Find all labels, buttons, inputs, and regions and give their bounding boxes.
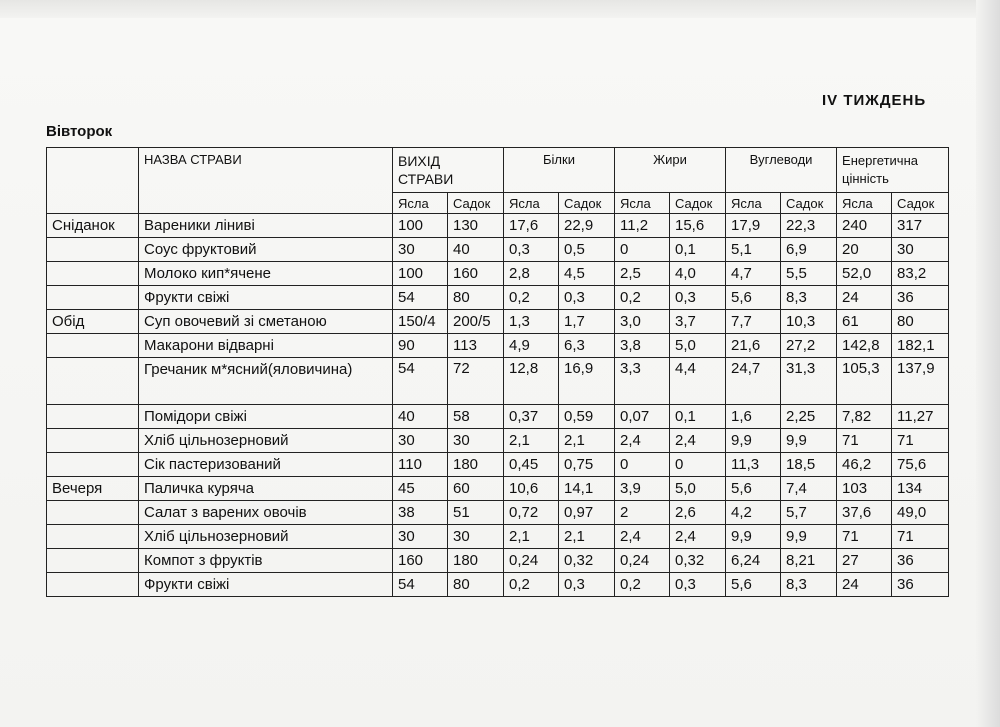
proteins-nursery-cell: 2,1 xyxy=(504,429,559,453)
fats-nursery-cell: 11,2 xyxy=(615,214,670,238)
fats-kindergarten-cell: 3,7 xyxy=(670,310,726,334)
output-kindergarten-cell: 80 xyxy=(448,286,504,310)
fats-kindergarten-cell: 4,0 xyxy=(670,262,726,286)
table-row xyxy=(47,310,949,334)
energy-kindergarten-cell: 71 xyxy=(892,525,949,549)
carbs-nursery-cell: 17,9 xyxy=(726,214,781,238)
output-nursery-cell: 30 xyxy=(393,525,448,549)
output-kindergarten-cell: 30 xyxy=(448,525,504,549)
proteins-kindergarten-cell: 4,5 xyxy=(559,262,615,286)
table-row xyxy=(47,453,949,477)
output-kindergarten-cell: 80 xyxy=(448,573,504,597)
output-nursery-cell: 100 xyxy=(393,214,448,238)
energy-kindergarten-cell: 30 xyxy=(892,238,949,262)
proteins-nursery-cell: 0,2 xyxy=(504,286,559,310)
fats-nursery-cell: 0 xyxy=(615,238,670,262)
output-kindergarten-cell: 60 xyxy=(448,477,504,501)
header-carbs: Вуглеводи xyxy=(726,148,837,193)
header-dish-name: НАЗВА СТРАВИ xyxy=(139,148,393,214)
carbs-kindergarten-cell: 31,3 xyxy=(781,358,837,405)
subheader-nursery: Ясла xyxy=(504,193,559,214)
header-output: ВИХІД СТРАВИ xyxy=(393,148,504,193)
output-nursery-cell: 38 xyxy=(393,501,448,525)
fats-kindergarten-cell: 0,1 xyxy=(670,405,726,429)
carbs-kindergarten-cell: 2,25 xyxy=(781,405,837,429)
fats-nursery-cell: 2,4 xyxy=(615,429,670,453)
proteins-kindergarten-cell: 0,3 xyxy=(559,573,615,597)
subheader-kindergarten: Садок xyxy=(670,193,726,214)
proteins-kindergarten-cell: 0,5 xyxy=(559,238,615,262)
table-row xyxy=(47,429,949,453)
proteins-kindergarten-cell: 2,1 xyxy=(559,525,615,549)
fats-nursery-cell: 0,24 xyxy=(615,549,670,573)
table-row xyxy=(47,549,949,573)
energy-nursery-cell: 7,82 xyxy=(837,405,892,429)
proteins-nursery-cell: 0,72 xyxy=(504,501,559,525)
fats-nursery-cell: 0,2 xyxy=(615,286,670,310)
dish-cell: Молоко кип*ячене xyxy=(139,262,393,286)
output-nursery-cell: 30 xyxy=(393,429,448,453)
proteins-kindergarten-cell: 14,1 xyxy=(559,477,615,501)
energy-kindergarten-cell: 36 xyxy=(892,286,949,310)
dish-cell: Макарони відварні xyxy=(139,334,393,358)
output-kindergarten-cell: 72 xyxy=(448,358,504,405)
output-kindergarten-cell: 180 xyxy=(448,549,504,573)
fats-kindergarten-cell: 2,4 xyxy=(670,429,726,453)
table-row xyxy=(47,286,949,310)
carbs-nursery-cell: 6,24 xyxy=(726,549,781,573)
output-nursery-cell: 54 xyxy=(393,573,448,597)
output-kindergarten-cell: 113 xyxy=(448,334,504,358)
meal-cell xyxy=(47,262,139,286)
output-nursery-cell: 160 xyxy=(393,549,448,573)
energy-nursery-cell: 71 xyxy=(837,429,892,453)
day-title: Вівторок xyxy=(46,123,113,140)
carbs-kindergarten-cell: 22,3 xyxy=(781,214,837,238)
fats-nursery-cell: 0,2 xyxy=(615,573,670,597)
fats-nursery-cell: 3,8 xyxy=(615,334,670,358)
fats-kindergarten-cell: 0,32 xyxy=(670,549,726,573)
fats-kindergarten-cell: 2,4 xyxy=(670,525,726,549)
table-row xyxy=(47,477,949,501)
header-meal xyxy=(47,148,139,214)
header-proteins: Білки xyxy=(504,148,615,193)
energy-kindergarten-cell: 80 xyxy=(892,310,949,334)
output-kindergarten-cell: 40 xyxy=(448,238,504,262)
meal-cell xyxy=(47,453,139,477)
table-row xyxy=(47,214,949,238)
meal-cell xyxy=(47,358,139,405)
proteins-nursery-cell: 2,1 xyxy=(504,525,559,549)
output-kindergarten-cell: 30 xyxy=(448,429,504,453)
table-row xyxy=(47,334,949,358)
meal-cell xyxy=(47,549,139,573)
fats-kindergarten-cell: 5,0 xyxy=(670,334,726,358)
proteins-kindergarten-cell: 16,9 xyxy=(559,358,615,405)
carbs-nursery-cell: 9,9 xyxy=(726,525,781,549)
output-kindergarten-cell: 51 xyxy=(448,501,504,525)
meal-cell xyxy=(47,405,139,429)
dish-cell: Компот з фруктів xyxy=(139,549,393,573)
fats-nursery-cell: 2,5 xyxy=(615,262,670,286)
energy-nursery-cell: 71 xyxy=(837,525,892,549)
proteins-nursery-cell: 1,3 xyxy=(504,310,559,334)
energy-nursery-cell: 240 xyxy=(837,214,892,238)
meal-cell xyxy=(47,429,139,453)
energy-kindergarten-cell: 36 xyxy=(892,549,949,573)
carbs-kindergarten-cell: 8,3 xyxy=(781,286,837,310)
proteins-nursery-cell: 0,2 xyxy=(504,573,559,597)
energy-kindergarten-cell: 36 xyxy=(892,573,949,597)
proteins-kindergarten-cell: 2,1 xyxy=(559,429,615,453)
carbs-nursery-cell: 24,7 xyxy=(726,358,781,405)
menu-table xyxy=(46,147,949,597)
scan-edge-right xyxy=(976,0,1000,727)
subheader-kindergarten: Садок xyxy=(559,193,615,214)
carbs-nursery-cell: 9,9 xyxy=(726,429,781,453)
meal-cell xyxy=(47,501,139,525)
output-nursery-cell: 150/4 xyxy=(393,310,448,334)
energy-nursery-cell: 52,0 xyxy=(837,262,892,286)
carbs-nursery-cell: 5,1 xyxy=(726,238,781,262)
fats-kindergarten-cell: 4,4 xyxy=(670,358,726,405)
energy-kindergarten-cell: 75,6 xyxy=(892,453,949,477)
meal-cell: Обід xyxy=(47,310,139,334)
meal-cell xyxy=(47,525,139,549)
meal-cell: Сніданок xyxy=(47,214,139,238)
fats-nursery-cell: 3,9 xyxy=(615,477,670,501)
output-kindergarten-cell: 58 xyxy=(448,405,504,429)
scan-edge-top xyxy=(0,0,1000,18)
output-nursery-cell: 100 xyxy=(393,262,448,286)
energy-nursery-cell: 20 xyxy=(837,238,892,262)
dish-cell: Фрукти свіжі xyxy=(139,573,393,597)
proteins-nursery-cell: 4,9 xyxy=(504,334,559,358)
carbs-kindergarten-cell: 27,2 xyxy=(781,334,837,358)
table-row xyxy=(47,501,949,525)
proteins-kindergarten-cell: 0,75 xyxy=(559,453,615,477)
dish-cell: Хліб цільнозерновий xyxy=(139,429,393,453)
carbs-nursery-cell: 5,6 xyxy=(726,573,781,597)
energy-nursery-cell: 103 xyxy=(837,477,892,501)
dish-cell: Соус фруктовий xyxy=(139,238,393,262)
carbs-nursery-cell: 7,7 xyxy=(726,310,781,334)
dish-cell: Помідори свіжі xyxy=(139,405,393,429)
carbs-nursery-cell: 5,6 xyxy=(726,477,781,501)
energy-kindergarten-cell: 182,1 xyxy=(892,334,949,358)
table-row xyxy=(47,405,949,429)
table-row xyxy=(47,238,949,262)
carbs-nursery-cell: 4,7 xyxy=(726,262,781,286)
table-row xyxy=(47,358,949,405)
carbs-kindergarten-cell: 7,4 xyxy=(781,477,837,501)
table-header xyxy=(47,148,949,214)
proteins-nursery-cell: 12,8 xyxy=(504,358,559,405)
fats-nursery-cell: 2,4 xyxy=(615,525,670,549)
carbs-kindergarten-cell: 18,5 xyxy=(781,453,837,477)
fats-kindergarten-cell: 5,0 xyxy=(670,477,726,501)
carbs-kindergarten-cell: 8,21 xyxy=(781,549,837,573)
output-nursery-cell: 54 xyxy=(393,358,448,405)
carbs-kindergarten-cell: 9,9 xyxy=(781,429,837,453)
subheader-nursery: Ясла xyxy=(837,193,892,214)
meal-cell xyxy=(47,573,139,597)
proteins-nursery-cell: 0,3 xyxy=(504,238,559,262)
energy-kindergarten-cell: 134 xyxy=(892,477,949,501)
energy-nursery-cell: 46,2 xyxy=(837,453,892,477)
fats-kindergarten-cell: 0,3 xyxy=(670,286,726,310)
carbs-nursery-cell: 1,6 xyxy=(726,405,781,429)
header-energy: Енергетична цінність xyxy=(837,148,949,193)
output-nursery-cell: 54 xyxy=(393,286,448,310)
dish-cell: Хліб цільнозерновий xyxy=(139,525,393,549)
fats-nursery-cell: 0 xyxy=(615,453,670,477)
subheader-kindergarten: Садок xyxy=(892,193,949,214)
proteins-nursery-cell: 2,8 xyxy=(504,262,559,286)
carbs-kindergarten-cell: 5,5 xyxy=(781,262,837,286)
week-title: IV ТИЖДЕНЬ xyxy=(822,92,927,109)
energy-nursery-cell: 142,8 xyxy=(837,334,892,358)
fats-kindergarten-cell: 15,6 xyxy=(670,214,726,238)
table-row xyxy=(47,573,949,597)
carbs-kindergarten-cell: 5,7 xyxy=(781,501,837,525)
output-nursery-cell: 90 xyxy=(393,334,448,358)
output-nursery-cell: 30 xyxy=(393,238,448,262)
meal-cell: Вечеря xyxy=(47,477,139,501)
subheader-nursery: Ясла xyxy=(393,193,448,214)
output-nursery-cell: 45 xyxy=(393,477,448,501)
fats-nursery-cell: 3,0 xyxy=(615,310,670,334)
fats-kindergarten-cell: 0 xyxy=(670,453,726,477)
subheader-kindergarten: Садок xyxy=(781,193,837,214)
output-kindergarten-cell: 160 xyxy=(448,262,504,286)
energy-nursery-cell: 105,3 xyxy=(837,358,892,405)
output-kindergarten-cell: 180 xyxy=(448,453,504,477)
dish-cell: Суп овочевий зі сметаною xyxy=(139,310,393,334)
energy-kindergarten-cell: 49,0 xyxy=(892,501,949,525)
table-body xyxy=(47,214,949,597)
proteins-kindergarten-cell: 1,7 xyxy=(559,310,615,334)
meal-cell xyxy=(47,334,139,358)
fats-kindergarten-cell: 0,3 xyxy=(670,573,726,597)
proteins-nursery-cell: 0,37 xyxy=(504,405,559,429)
carbs-kindergarten-cell: 9,9 xyxy=(781,525,837,549)
carbs-nursery-cell: 11,3 xyxy=(726,453,781,477)
meal-cell xyxy=(47,286,139,310)
energy-kindergarten-cell: 317 xyxy=(892,214,949,238)
carbs-nursery-cell: 4,2 xyxy=(726,501,781,525)
fats-nursery-cell: 3,3 xyxy=(615,358,670,405)
carbs-kindergarten-cell: 8,3 xyxy=(781,573,837,597)
meal-cell xyxy=(47,238,139,262)
energy-nursery-cell: 61 xyxy=(837,310,892,334)
proteins-kindergarten-cell: 0,97 xyxy=(559,501,615,525)
output-kindergarten-cell: 200/5 xyxy=(448,310,504,334)
subheader-kindergarten: Садок xyxy=(448,193,504,214)
carbs-nursery-cell: 5,6 xyxy=(726,286,781,310)
proteins-nursery-cell: 10,6 xyxy=(504,477,559,501)
fats-nursery-cell: 2 xyxy=(615,501,670,525)
output-nursery-cell: 110 xyxy=(393,453,448,477)
energy-kindergarten-cell: 71 xyxy=(892,429,949,453)
header-fats: Жири xyxy=(615,148,726,193)
dish-cell: Салат з варених овочів xyxy=(139,501,393,525)
output-kindergarten-cell: 130 xyxy=(448,214,504,238)
energy-kindergarten-cell: 11,27 xyxy=(892,405,949,429)
dish-cell: Паличка куряча xyxy=(139,477,393,501)
proteins-nursery-cell: 17,6 xyxy=(504,214,559,238)
output-nursery-cell: 40 xyxy=(393,405,448,429)
proteins-nursery-cell: 0,45 xyxy=(504,453,559,477)
carbs-kindergarten-cell: 6,9 xyxy=(781,238,837,262)
table-row xyxy=(47,262,949,286)
table-row xyxy=(47,525,949,549)
carbs-nursery-cell: 21,6 xyxy=(726,334,781,358)
proteins-kindergarten-cell: 0,32 xyxy=(559,549,615,573)
dish-cell: Фрукти свіжі xyxy=(139,286,393,310)
fats-nursery-cell: 0,07 xyxy=(615,405,670,429)
subheader-nursery: Ясла xyxy=(615,193,670,214)
proteins-kindergarten-cell: 6,3 xyxy=(559,334,615,358)
fats-kindergarten-cell: 0,1 xyxy=(670,238,726,262)
energy-nursery-cell: 24 xyxy=(837,573,892,597)
energy-kindergarten-cell: 83,2 xyxy=(892,262,949,286)
fats-kindergarten-cell: 2,6 xyxy=(670,501,726,525)
proteins-kindergarten-cell: 0,59 xyxy=(559,405,615,429)
energy-nursery-cell: 24 xyxy=(837,286,892,310)
energy-nursery-cell: 27 xyxy=(837,549,892,573)
dish-cell: Сік пастеризований xyxy=(139,453,393,477)
energy-kindergarten-cell: 137,9 xyxy=(892,358,949,405)
carbs-kindergarten-cell: 10,3 xyxy=(781,310,837,334)
subheader-nursery: Ясла xyxy=(726,193,781,214)
proteins-kindergarten-cell: 22,9 xyxy=(559,214,615,238)
proteins-kindergarten-cell: 0,3 xyxy=(559,286,615,310)
dish-cell: Гречаник м*ясний(яловичина) xyxy=(139,358,393,405)
dish-cell: Вареники ліниві xyxy=(139,214,393,238)
energy-nursery-cell: 37,6 xyxy=(837,501,892,525)
proteins-nursery-cell: 0,24 xyxy=(504,549,559,573)
